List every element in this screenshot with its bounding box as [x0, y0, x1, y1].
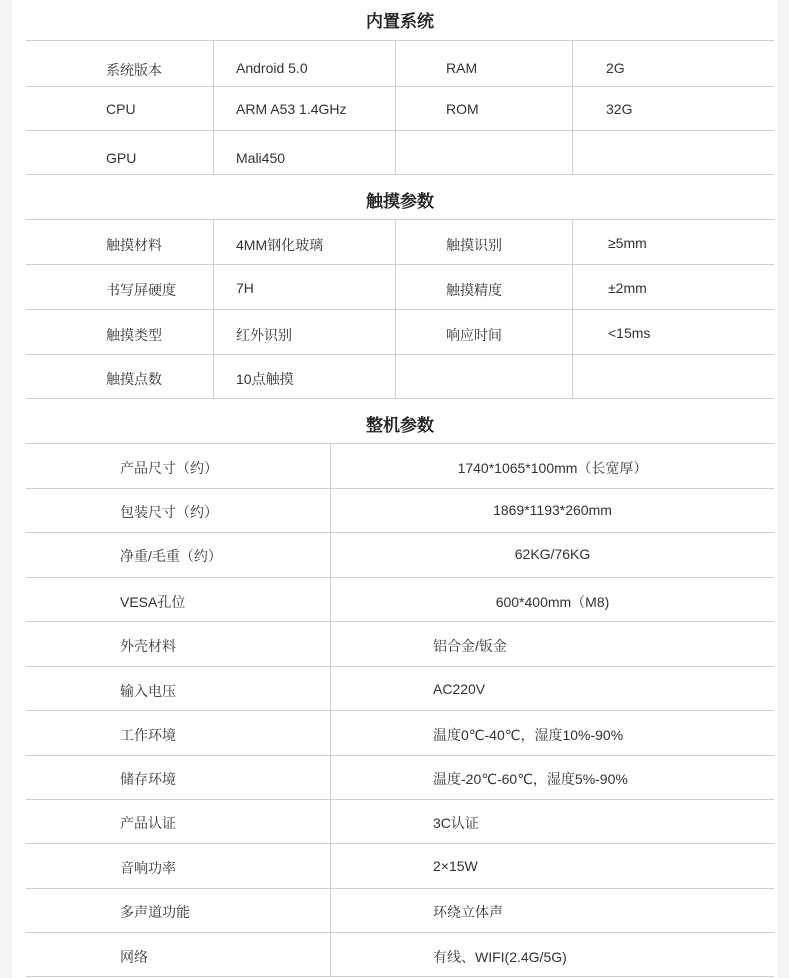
spec-value: 红外识别	[236, 327, 292, 343]
column-divider	[213, 40, 214, 174]
divider	[26, 577, 774, 578]
spec-value: 有线、WIFI(2.4G/5G)	[433, 949, 567, 965]
divider	[26, 86, 774, 87]
divider	[26, 398, 774, 399]
divider	[26, 888, 774, 889]
column-divider	[395, 40, 396, 174]
spec-value: 3C认证	[433, 815, 479, 831]
divider	[26, 976, 774, 977]
spec-label: 产品认证	[120, 815, 176, 831]
spec-label: ROM	[446, 101, 479, 117]
spec-label: GPU	[106, 150, 137, 166]
column-divider	[213, 219, 214, 398]
divider	[26, 843, 774, 844]
divider	[26, 621, 774, 622]
spec-label: 触摸点数	[106, 371, 162, 387]
column-divider	[572, 40, 573, 174]
spec-label: 产品尺寸（约）	[120, 460, 218, 476]
spec-label: 输入电压	[120, 683, 176, 699]
divider	[26, 932, 774, 933]
spec-label: 网络	[120, 949, 148, 965]
divider	[26, 264, 774, 265]
column-divider	[395, 219, 396, 398]
spec-label: 储存环境	[120, 771, 176, 787]
divider	[26, 130, 774, 131]
spec-value: ±2mm	[608, 280, 647, 296]
section-title-system: 内置系统	[366, 12, 434, 31]
spec-value: 62KG/76KG	[514, 546, 591, 562]
divider	[26, 799, 774, 800]
spec-value: 1740*1065*100mm（长宽厚）	[457, 460, 648, 476]
spec-value: ARM A53 1.4GHz	[236, 101, 347, 117]
spec-value: Android 5.0	[236, 60, 308, 76]
spec-label: 系统版本	[106, 62, 162, 78]
divider	[26, 532, 774, 533]
divider	[26, 309, 774, 310]
divider	[26, 488, 774, 489]
spec-value: 1869*1193*260mm	[493, 502, 612, 518]
divider	[26, 174, 774, 175]
spec-label: 触摸精度	[446, 282, 502, 298]
spec-label: 净重/毛重（约）	[120, 548, 222, 564]
spec-value: 温度-20℃-60℃，湿度5%-90%	[433, 771, 628, 787]
spec-label: RAM	[446, 60, 478, 76]
spec-value: <15ms	[608, 325, 651, 341]
spec-label: 书写屏硬度	[106, 282, 176, 298]
spec-value: Mali450	[236, 150, 286, 166]
spec-value: 32G	[606, 101, 633, 117]
section-title-touch: 触摸参数	[366, 192, 434, 211]
spec-label: 触摸识别	[446, 237, 502, 253]
divider	[26, 755, 774, 756]
spec-value: 2G	[606, 60, 625, 76]
spec-label: VESA孔位	[120, 594, 186, 610]
spec-value: 温度0℃-40℃，湿度10%-90%	[433, 727, 624, 743]
spec-label: 包装尺寸（约）	[120, 504, 218, 520]
spec-sheet	[12, 0, 778, 978]
spec-value: 7H	[236, 280, 254, 296]
spec-label: 触摸材料	[106, 237, 162, 253]
divider	[26, 666, 774, 667]
spec-label: 响应时间	[446, 327, 502, 343]
spec-label: 触摸类型	[106, 327, 162, 343]
spec-value: 2×15W	[433, 858, 478, 874]
column-divider	[572, 219, 573, 398]
spec-value: 600*400mm（M8)	[495, 594, 610, 610]
spec-label: CPU	[106, 101, 136, 117]
divider	[26, 710, 774, 711]
spec-label: 多声道功能	[120, 904, 190, 920]
spec-label: 工作环境	[120, 727, 176, 743]
divider	[26, 40, 774, 41]
spec-label: 音响功率	[120, 860, 176, 876]
spec-value: ≥5mm	[608, 235, 647, 251]
divider	[26, 219, 774, 220]
divider	[26, 443, 774, 444]
divider	[26, 354, 774, 355]
spec-value: 4MM钢化玻璃	[236, 237, 324, 253]
spec-label: 外壳材料	[120, 638, 176, 654]
spec-value: 10点触摸	[236, 371, 294, 387]
spec-value: 铝合金/钣金	[433, 638, 507, 654]
spec-value: 环绕立体声	[433, 904, 503, 920]
section-title-machine: 整机参数	[366, 416, 434, 435]
column-divider	[330, 443, 331, 976]
spec-value: AC220V	[433, 681, 486, 697]
